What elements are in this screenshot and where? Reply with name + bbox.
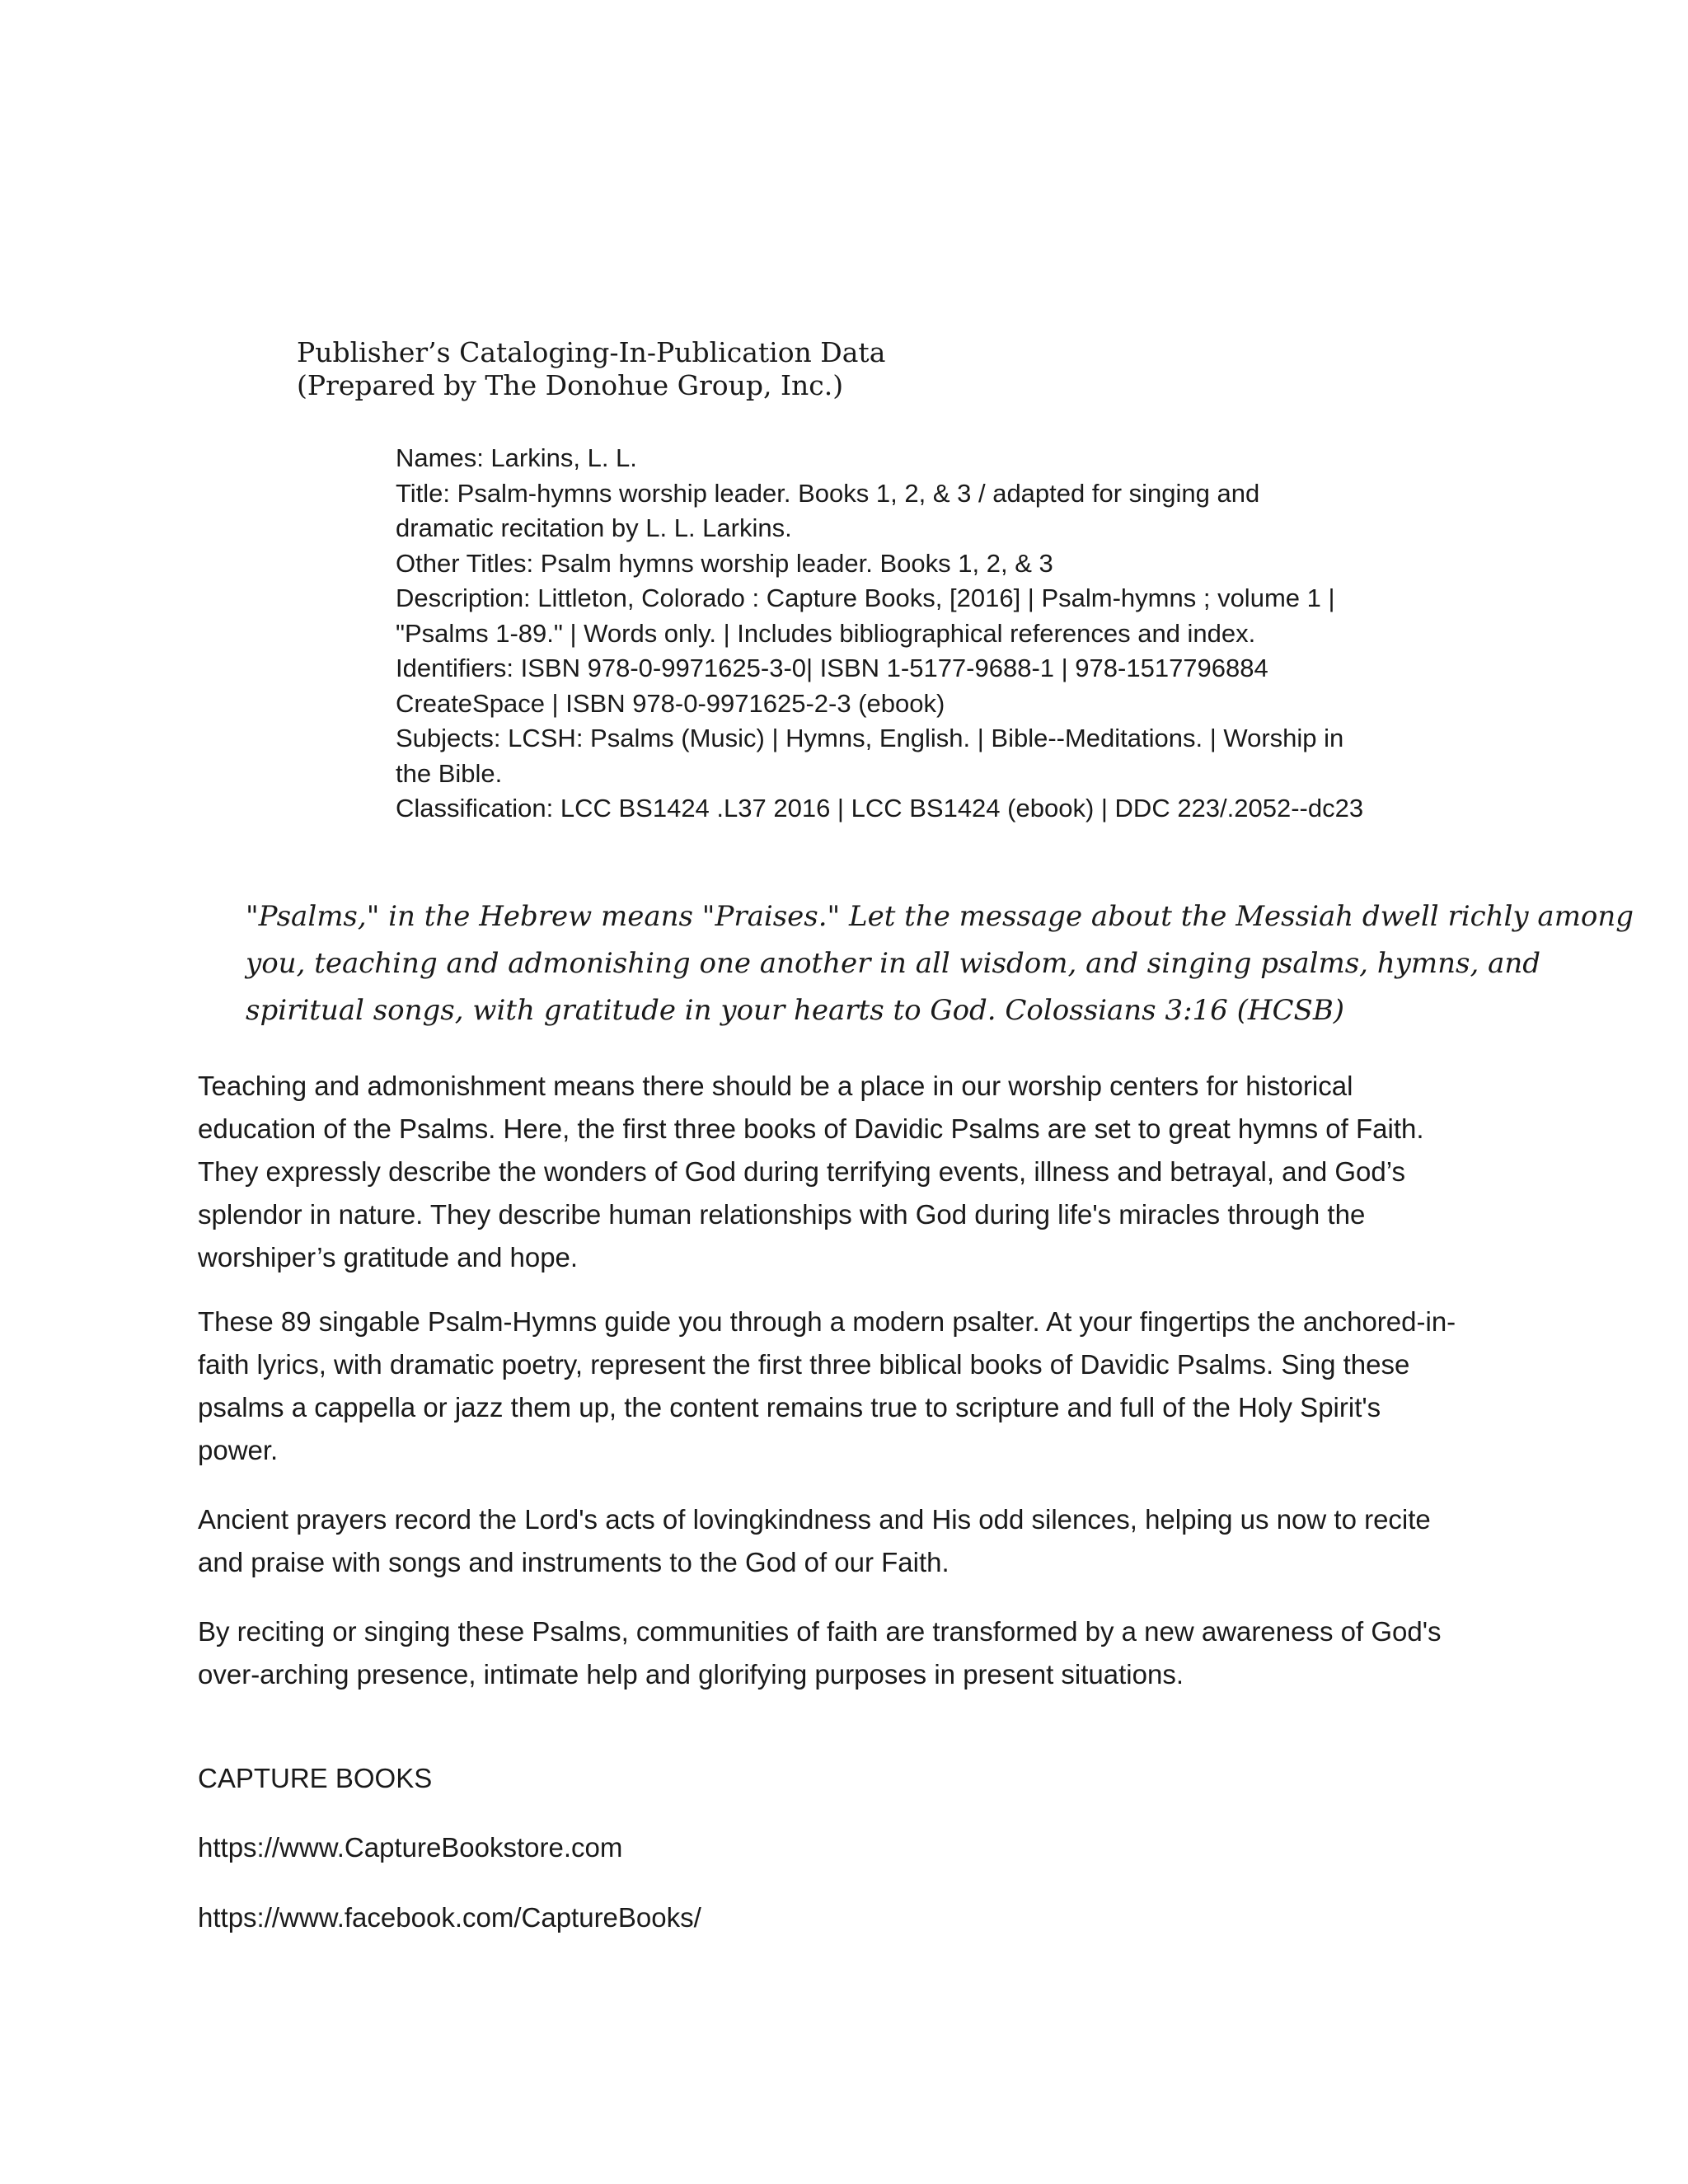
cip-subjects-line: Subjects: LCSH: Psalms (Music) | Hymns, English. | Bible--Meditations. | Worship in (396, 724, 1344, 752)
paragraph-ancient-prayers (198, 1498, 1517, 1584)
paragraph-line: splendor in nature. They describe human relationships with God during life's miracles through the (198, 1199, 1366, 1230)
cip-header-title: Publisher’s Cataloging-In-Publication Data (297, 336, 886, 368)
cip-subjects-line-cont: the Bible. (396, 758, 503, 788)
paragraph-line: worshiper’s gratitude and hope. (198, 1242, 579, 1272)
cip-record (396, 441, 1434, 827)
cip-description-line: Description: Littleton, Colorado : Capture Books, [2016] | Psalm-hymns ; volume 1 | (396, 583, 1335, 612)
paragraph-line: They expressly describe the wonders of God during terrifying events, illness and betrayal, and God’s (198, 1156, 1406, 1187)
paragraph-line: power. (198, 1435, 279, 1465)
quote-line: spiritual songs, with gratitude in your hearts to God. Colossians 3:16 (HCSB) (246, 994, 1345, 1027)
cip-classification-line: Classification: LCC BS1424 .L37 2016 | LCC BS1424 (ebook) | DDC 223/.2052--dc23 (396, 794, 1364, 823)
cip-header-preparer: (Prepared by The Donohue Group, Inc.) (297, 369, 844, 401)
cip-other-titles-line: Other Titles: Psalm hymns worship leader. Books 1, 2, & 3 (396, 548, 1053, 578)
scripture-quote (246, 893, 1634, 1034)
paragraph-line: Ancient prayers record the Lord's acts of lovingkindness and His odd silences, helping us now to recite (198, 1504, 1431, 1535)
paragraph-teaching (198, 1065, 1517, 1279)
cip-title-line-cont: dramatic recitation by L. L. Larkins. (396, 513, 792, 542)
paragraph-reciting (198, 1610, 1517, 1696)
paragraph-line: Teaching and admonishment means there should be a place in our worship centers for historical (198, 1071, 1353, 1101)
paragraph-line: psalms a cappella or jazz them up, the content remains true to scripture and full of the Holy Spirit's (198, 1392, 1381, 1422)
cip-identifiers-line-cont: CreateSpace | ISBN 978-0-9971625-2-3 (ebook) (396, 688, 945, 718)
cip-identifiers-line: Identifiers: ISBN 978-0-9971625-3-0| ISBN 1-5177-9688-1 | 978-1517796884 (396, 654, 1268, 682)
publisher-facebook-link[interactable]: https://www.facebook.com/CaptureBooks/ (198, 1902, 701, 1933)
paragraph-line: By reciting or singing these Psalms, communities of faith are transformed by a new awareness of God's (198, 1616, 1442, 1647)
cip-title-line: Title: Psalm-hymns worship leader. Books 1, 2, & 3 / adapted for singing and (396, 478, 1260, 508)
paragraph-psalm-hymns (198, 1301, 1517, 1472)
paragraph-line: faith lyrics, with dramatic poetry, represent the first three biblical books of Davidic Psalms. Sing these (198, 1349, 1410, 1380)
cip-names-line: Names: Larkins, L. L. (396, 443, 637, 472)
quote-line: "Psalms," in the Hebrew means "Praises." Let the message about the Messiah dwell richly among (246, 900, 1634, 933)
publisher-website-link[interactable]: https://www.CaptureBookstore.com (198, 1832, 623, 1863)
quote-line: you, teaching and admonishing one another in all wisdom, and singing psalms, hymns, and (246, 947, 1541, 980)
cip-header (297, 336, 885, 402)
paragraph-line: and praise with songs and instruments to the God of our Faith. (198, 1547, 950, 1577)
paragraph-line: over-arching presence, intimate help and glorifying purposes in present situations. (198, 1659, 1184, 1690)
paragraph-line: education of the Psalms. Here, the first three books of Davidic Psalms are set to great hymns of Faith. (198, 1113, 1424, 1144)
paragraph-line: These 89 singable Psalm-Hymns guide you through a modern psalter. At your fingertips the anchored-in- (198, 1306, 1456, 1337)
publisher-name: CAPTURE BOOKS (198, 1763, 433, 1793)
cip-description-line-cont: "Psalms 1-89." | Words only. | Includes bibliographical references and index. (396, 618, 1256, 648)
